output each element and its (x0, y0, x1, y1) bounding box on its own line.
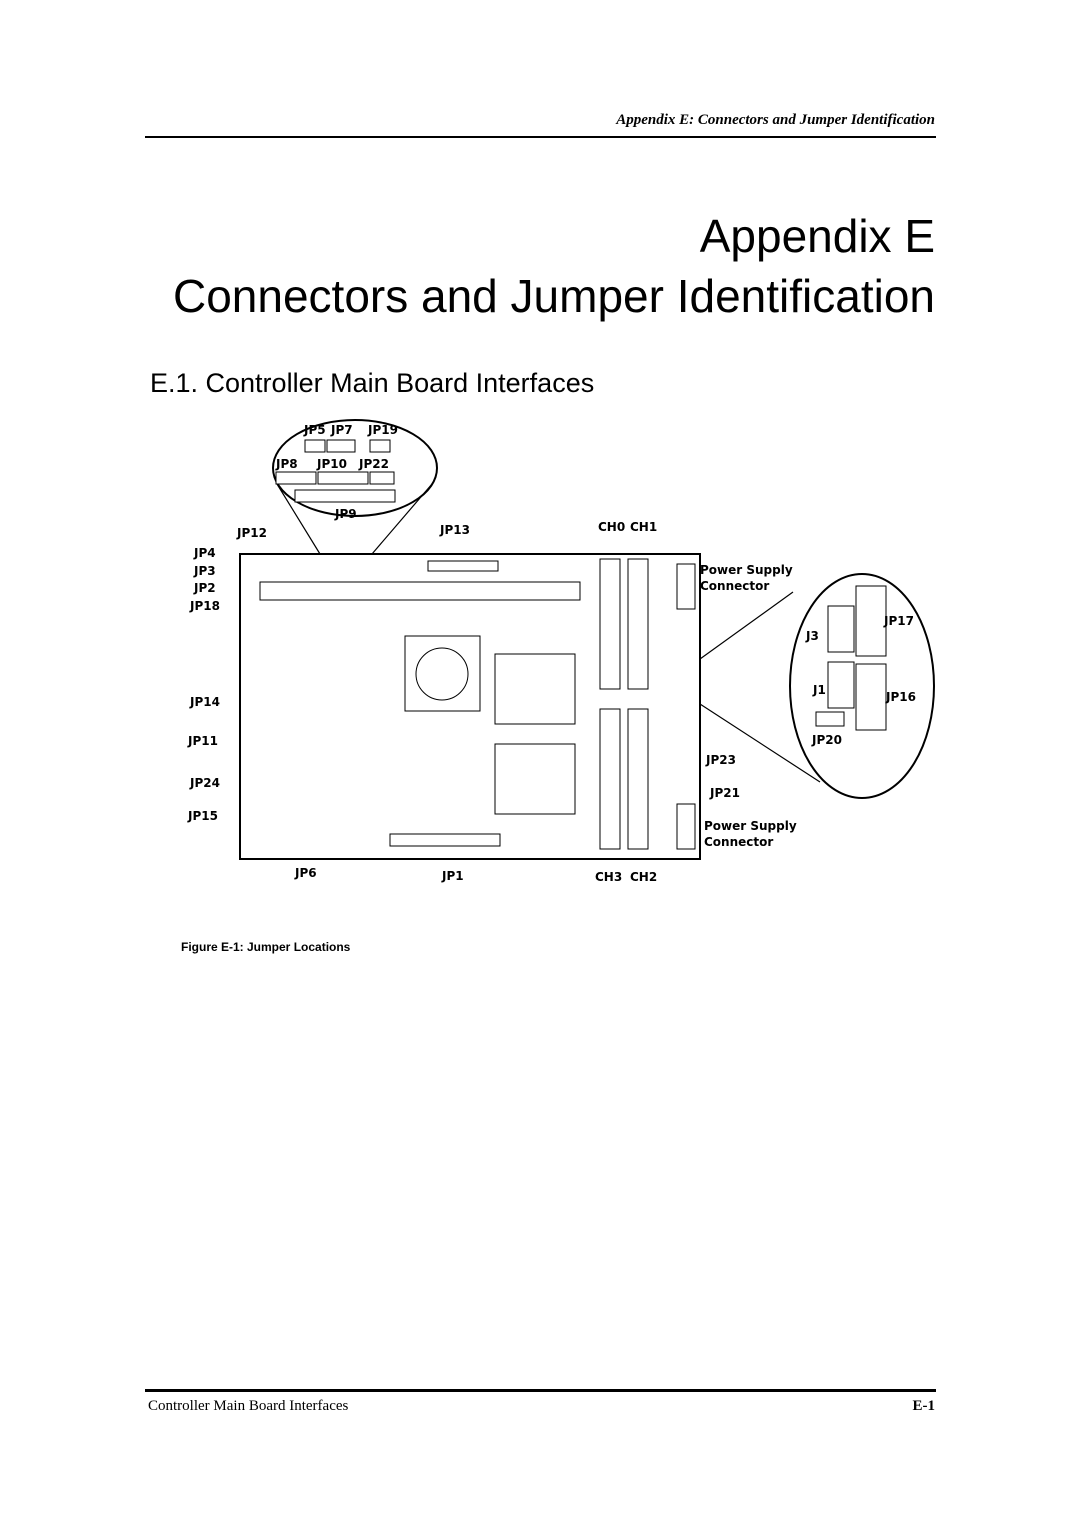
jumper-block-jp19 (370, 440, 390, 452)
label-psu-bottom-2: Connector (704, 835, 774, 849)
connector-block-j3 (828, 606, 854, 652)
label-jp21: JP21 (710, 786, 740, 800)
title-line-1: Appendix E (699, 210, 935, 262)
jumper-block-jp22 (370, 472, 394, 484)
figure-caption: Figure E-1: Jumper Locations (181, 940, 351, 954)
scsi-connector-ch0 (600, 559, 620, 689)
label-jp15: JP15 (188, 809, 218, 823)
power-connector-top (677, 564, 695, 609)
label-jp4: JP4 (194, 546, 216, 560)
label-jp11: JP11 (188, 734, 218, 748)
scsi-connector-ch1 (628, 559, 648, 689)
page-number: E-1 (912, 1398, 935, 1414)
label-jp14: JP14 (190, 695, 220, 709)
label-jp23: JP23 (706, 753, 736, 767)
label-jp16: JP16 (886, 690, 916, 704)
label-jp20: JP20 (812, 733, 842, 747)
label-jp6: JP6 (295, 866, 317, 880)
label-psu-top-2: Connector (700, 579, 770, 593)
label-jp3: JP3 (194, 564, 216, 578)
label-psu-top-1: Power Supply (700, 563, 793, 577)
label-ch3: CH3 (595, 870, 623, 884)
label-ch2: CH2 (630, 870, 658, 884)
connector-block-jp20 (816, 712, 844, 726)
scsi-connector-ch3 (600, 709, 620, 849)
jumper-block-jp9 (295, 490, 395, 502)
label-jp2: JP2 (194, 581, 216, 595)
ram-slot (260, 582, 580, 600)
running-header: Appendix E: Connectors and Jumper Identification (616, 112, 935, 128)
label-jp1: JP1 (442, 869, 464, 883)
label-jp7: JP7 (331, 423, 353, 437)
label-jp17: JP17 (884, 614, 914, 628)
scsi-connector-ch2 (628, 709, 648, 849)
page-title (145, 206, 935, 326)
label-j3: J3 (806, 629, 819, 643)
power-connector-bottom (677, 804, 695, 849)
label-jp22: JP22 (359, 457, 389, 471)
label-jp18: JP18 (190, 599, 220, 613)
controller-chip-3 (495, 744, 575, 814)
controller-chip-2 (495, 654, 575, 724)
label-jp19: JP19 (368, 423, 398, 437)
connector-block-jp17 (856, 586, 886, 656)
title-line-2: Connectors and Jumper Identification (173, 270, 935, 322)
label-jp10: JP10 (317, 457, 347, 471)
jp13-connector (428, 561, 498, 571)
section-heading: E.1. Controller Main Board Interfaces (150, 368, 595, 398)
jumper-locations-figure (180, 414, 950, 894)
label-j1: J1 (813, 683, 826, 697)
label-psu-bottom-1: Power Supply (704, 819, 797, 833)
label-jp8: JP8 (276, 457, 298, 471)
jumper-block-jp5 (305, 440, 325, 452)
zoom-line-right-bottom (700, 704, 820, 782)
jumper-block-jp8 (276, 472, 316, 484)
jumper-block-jp10 (318, 472, 368, 484)
label-jp12: JP12 (237, 526, 267, 540)
connector-block-j1 (828, 662, 854, 708)
label-jp5: JP5 (304, 423, 326, 437)
label-jp9: JP9 (335, 507, 357, 521)
label-jp13: JP13 (440, 523, 470, 537)
jp1-connector (390, 834, 500, 846)
zoom-line-right-top (700, 592, 793, 659)
footer-rule (145, 1389, 936, 1392)
board-diagram (180, 414, 950, 894)
header-rule (145, 136, 936, 138)
connector-block-jp16 (856, 664, 886, 730)
footer-section-name: Controller Main Board Interfaces (148, 1398, 349, 1414)
label-jp24: JP24 (190, 776, 220, 790)
jumper-block-jp7 (327, 440, 355, 452)
label-ch0: CH0 (598, 520, 626, 534)
label-ch1: CH1 (630, 520, 658, 534)
